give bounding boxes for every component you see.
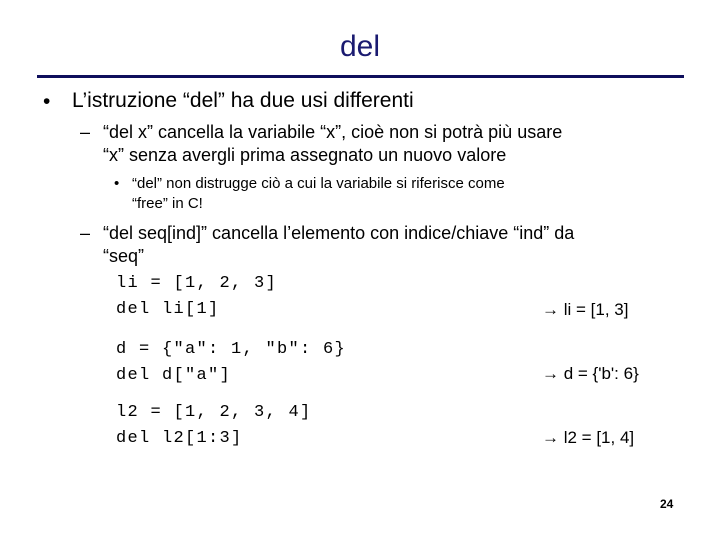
bullet-text: L’istruzione “del” ha due usi differenti <box>72 89 414 112</box>
code-line: del d["a"] <box>116 366 232 385</box>
sub-bullet-line: “del x” cancella la variabile “x”, cioè non si potrà più usare <box>103 122 563 142</box>
code-line: del li[1] <box>116 300 220 319</box>
code-line: l2 = [1, 2, 3, 4] <box>116 403 312 422</box>
code-result: → d = {'b': 6} <box>542 364 639 383</box>
sub-bullet-marker: – <box>80 223 91 243</box>
code-line: d = {"a": 1, "b": 6} <box>116 340 347 359</box>
subsub-bullet-line: “del” non distrugge ciò a cui la variabile si riferisce come <box>132 175 505 192</box>
sub-bullet-line: “seq” <box>103 246 145 266</box>
sub-bullet-line: “del seq[ind]” cancella l’elemento con indice/chiave “ind” da <box>103 223 575 243</box>
page-number: 24 <box>660 497 674 511</box>
sub-bullet-line: “x” senza avergli prima assegnato un nuovo valore <box>103 145 507 165</box>
title-divider <box>37 75 684 78</box>
subsub-bullet-line: “free” in C! <box>132 195 203 212</box>
bullet-marker: • <box>43 90 51 113</box>
slide-title: del <box>339 30 381 63</box>
subsub-bullet-marker: • <box>114 175 120 192</box>
code-line: li = [1, 2, 3] <box>116 274 278 293</box>
sub-bullet-marker: – <box>80 122 91 142</box>
code-result: → li = [1, 3] <box>542 300 629 319</box>
code-line: del l2[1:3] <box>116 429 243 448</box>
code-result: → l2 = [1, 4] <box>542 428 635 447</box>
